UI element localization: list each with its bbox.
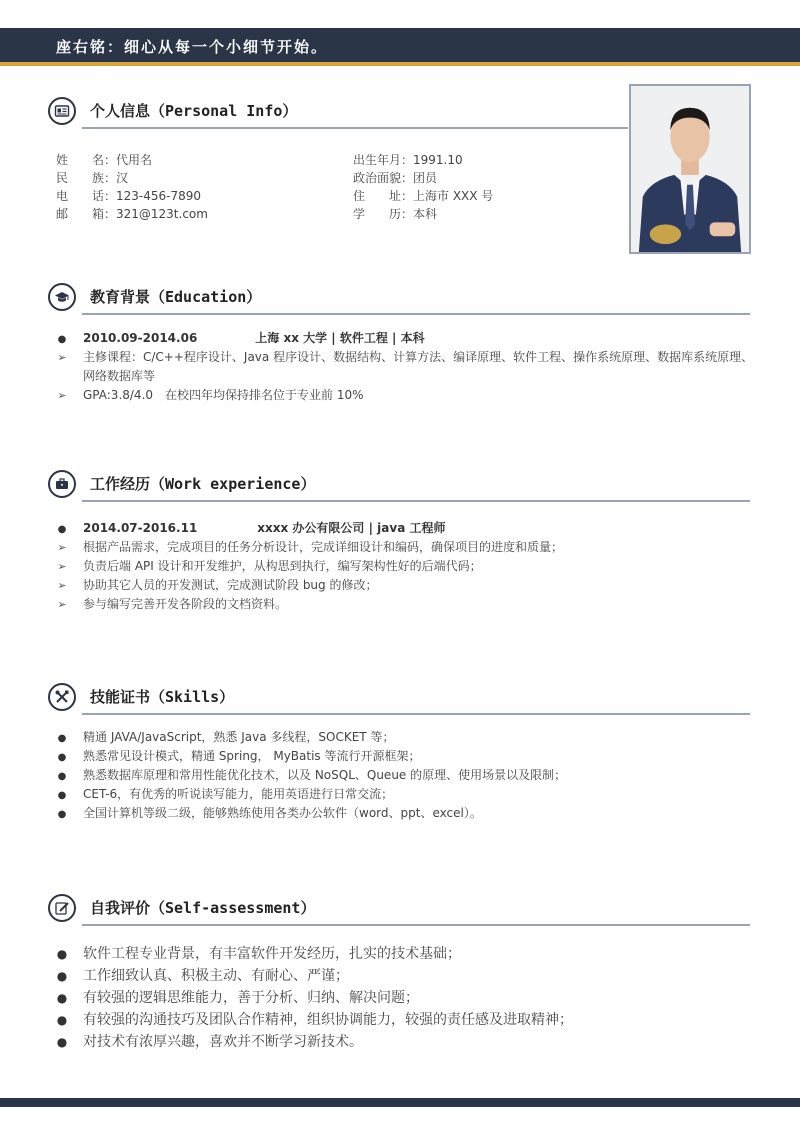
list-item: ● 熟悉数据库原理和常用性能优化技术，以及 NoSQL、Queue 的原理、使用场景以及限制； — [55, 766, 755, 785]
list-item: ● 对技术有浓厚兴趣，喜欢并不断学习新技术。 — [55, 1031, 755, 1053]
motto: 座右铭：细心从每一个小细节开始。 — [56, 38, 329, 56]
list-item: ● 熟悉常见设计模式，精通 Spring， MyBatis 等流行开源框架； — [55, 747, 755, 766]
self-list — [55, 943, 755, 1053]
list-item: ● 有较强的沟通技巧及团队合作精神，组织协调能力，较强的责任感及进取精神； — [55, 1009, 755, 1031]
section-rule — [82, 713, 750, 715]
section-rule — [82, 500, 750, 502]
list-item: ➢ GPA:3.8/4.0 在校四年均保持排名位于专业前 10% — [55, 386, 755, 405]
list-item: ➢ 协助其它人员的开发测试，完成测试阶段 bug 的修改； — [55, 576, 755, 595]
list-item: ➢ 主修课程：C/C++程序设计、Java 程序设计、数据结构、计算方法、编译原理、软件工程、操作系统原理、数据库系统原理、网络数据库等 — [55, 348, 755, 386]
info-email: 邮 箱：321@123t.com — [56, 207, 208, 221]
work-period: 2014.07-2016.11 — [83, 521, 198, 535]
info-birth: 出生年月：1991.10 — [353, 153, 463, 167]
section-title-work: 工作经历（Work experience） — [90, 475, 316, 493]
header-bar — [0, 28, 800, 66]
info-ethnicity: 民 族：汉 — [56, 171, 129, 185]
list-item: ● CET-6，有优秀的听说读写能力，能用英语进行日常交流； — [55, 785, 755, 804]
list-item — [55, 329, 755, 348]
info-name: 姓 名：代用名 — [56, 153, 153, 167]
briefcase-icon — [48, 470, 76, 498]
section-title-self: 自我评价（Self-assessment） — [90, 899, 316, 917]
info-address: 住 址：上海市 XXX 号 — [353, 189, 494, 203]
id-card-icon — [48, 97, 76, 125]
skills-list — [55, 728, 755, 823]
section-rule — [82, 127, 628, 129]
work-list — [55, 519, 755, 614]
list-item: ➢ 负责后端 API 设计和开发维护，从构思到执行，编写架构性好的后端代码； — [55, 557, 755, 576]
list-item: ● 精通 JAVA/JavaScript，熟悉 Java 多线程，SOCKET 等； — [55, 728, 755, 747]
list-item: ● 全国计算机等级二级，能够熟练使用各类办公软件（word、ppt、excel）。 — [55, 804, 755, 823]
graduation-cap-icon — [48, 283, 76, 311]
footer-bar — [0, 1098, 800, 1107]
list-item: ➢ 参与编写完善开发各阶段的文档资料。 — [55, 595, 755, 614]
list-item: ● 有较强的逻辑思维能力，善于分析、归纳、解决问题； — [55, 987, 755, 1009]
education-period: 2010.09-2014.06 — [83, 331, 198, 345]
list-item: ➢ 根据产品需求，完成项目的任务分析设计，完成详细设计和编码，确保项目的进度和质量； — [55, 538, 755, 557]
section-rule — [82, 924, 750, 926]
list-item — [55, 519, 755, 538]
profile-photo — [629, 84, 751, 254]
pencil-icon — [48, 894, 76, 922]
work-company: xxxx 办公有限公司 | java 工程师 — [257, 521, 446, 535]
info-political: 政治面貌：团员 — [353, 171, 438, 185]
education-school: 上海 xx 大学 | 软件工程 | 本科 — [255, 331, 425, 345]
info-degree: 学 历：本科 — [353, 207, 438, 221]
list-item: ● 软件工程专业背景，有丰富软件开发经历，扎实的技术基础； — [55, 943, 755, 965]
section-rule — [82, 313, 750, 315]
education-list — [55, 329, 755, 405]
section-title-personal: 个人信息（Personal Info） — [90, 102, 298, 120]
section-title-education: 教育背景（Education） — [90, 288, 262, 306]
tools-icon — [48, 683, 76, 711]
info-phone: 电 话：123-456-7890 — [56, 189, 202, 203]
section-title-skills: 技能证书（Skills） — [90, 688, 235, 706]
list-item: ● 工作细致认真、积极主动、有耐心、严谨； — [55, 965, 755, 987]
